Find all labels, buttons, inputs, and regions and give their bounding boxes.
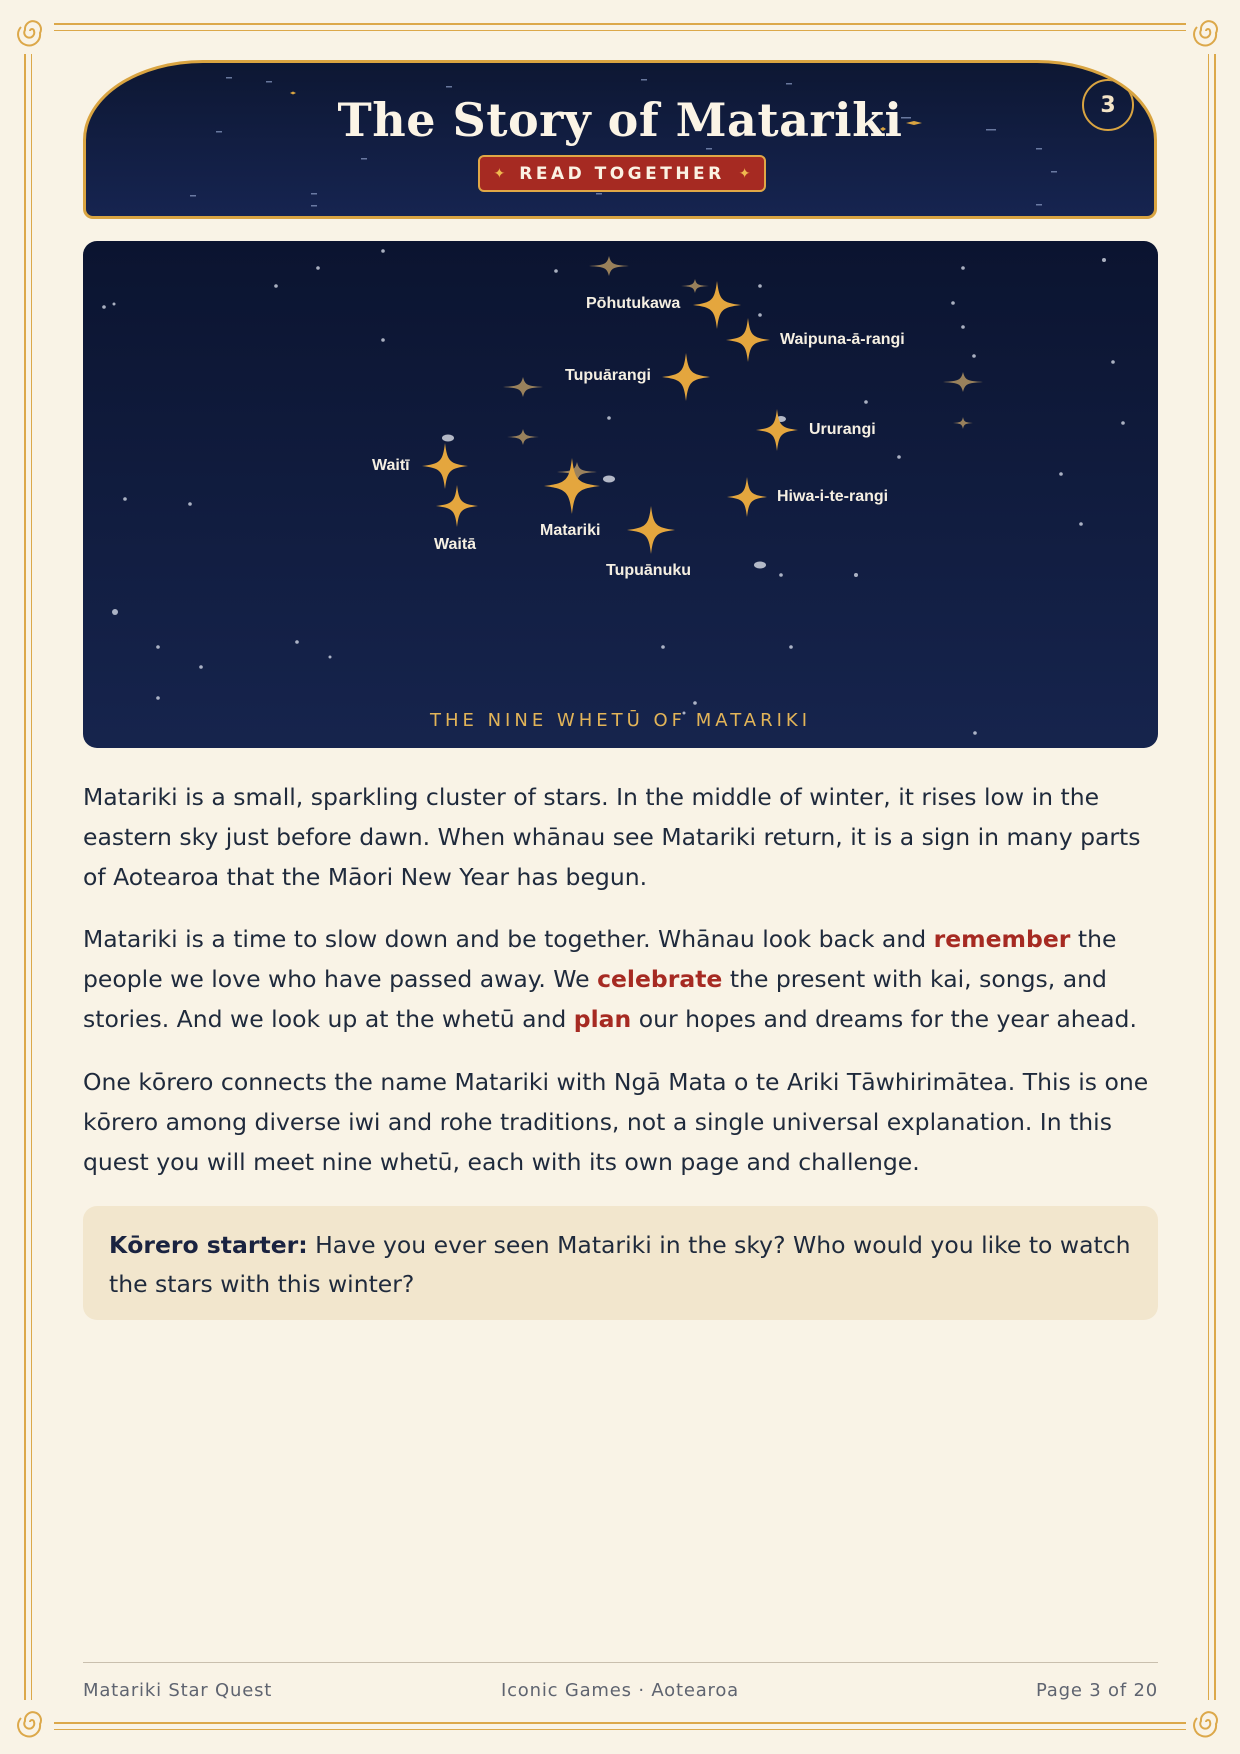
star-ururangi <box>756 409 798 451</box>
star-map <box>83 241 1158 748</box>
badge-label: READ TOGETHER <box>519 163 725 184</box>
star-waipuna-a-rangi <box>726 318 770 362</box>
corner-spiral-icon <box>1192 15 1224 47</box>
sparkle-icon: ✦ <box>493 165 506 182</box>
frame-top-line <box>54 23 1186 25</box>
star-label-ururangi: Ururangi <box>809 421 876 438</box>
star-waiti <box>422 443 468 489</box>
star-waita <box>436 485 478 527</box>
frame-right-line <box>1214 54 1216 1700</box>
sparkle-icon: ✦ <box>738 165 751 182</box>
paragraph-text: Matariki is a time to slow down and be together. Whānau look back and <box>83 925 934 953</box>
frame-top-line-inner <box>54 30 1186 31</box>
highlight-celebrate: celebrate <box>597 965 723 993</box>
star-label-waiti: Waitī <box>372 457 410 474</box>
frame-right-line-inner <box>1208 54 1209 1700</box>
page-number-circle: 3 <box>1082 79 1134 131</box>
story-paragraph-1: Matariki is a small, sparkling cluster of stars. In the middle of winter, it rises low in the eastern sky just before dawn. When whānau see Matariki return, it is a sign in many parts of Aotearoa that the Māori New Year has begun. <box>83 783 1141 891</box>
paragraph-text: the present with kai, songs, and stories. And we look up at the whetū and <box>83 965 1107 1033</box>
frame-bottom-line-inner <box>54 1729 1186 1730</box>
title-banner <box>83 60 1157 219</box>
starter-label: Kōrero starter: <box>109 1231 308 1259</box>
corner-spiral-icon <box>16 15 48 47</box>
starter-question: Have you ever seen Matariki in the sky? Who would you like to watch the stars with this winter? <box>109 1231 1131 1298</box>
star-hiwa-i-te-rangi <box>727 477 767 517</box>
star-label-matariki: Matariki <box>540 522 601 539</box>
paragraph-text: the people we love who have passed away. We <box>83 925 1117 993</box>
read-together-badge <box>478 155 766 192</box>
star-map-panel <box>83 241 1158 748</box>
page-title: The Story of Matariki <box>337 93 903 147</box>
story-paragraph-2 <box>83 919 1161 1039</box>
frame-bottom-line <box>54 1722 1186 1724</box>
star-label-waipuna-a-rangi: Waipuna-ā-rangi <box>780 331 905 348</box>
korero-starter-box <box>83 1206 1158 1320</box>
star-label-pohutukawa: Pōhutukawa <box>586 295 681 312</box>
star-tupuarangi <box>662 353 710 401</box>
footer-publisher: Iconic Games · Aotearoa <box>501 1680 739 1701</box>
frame-left-line <box>24 54 26 1700</box>
star-label-tupuanuku: Tupuānuku <box>606 562 692 579</box>
frame-left-line-inner <box>31 54 32 1700</box>
footer-divider <box>83 1662 1158 1663</box>
corner-spiral-icon <box>16 1706 48 1738</box>
star-tupuanuku <box>627 506 675 554</box>
star-matariki <box>544 458 600 514</box>
footer-page-number: Page 3 of 20 <box>1035 1680 1158 1701</box>
star-label-hiwa-i-te-rangi: Hiwa-i-te-rangi <box>777 488 889 505</box>
paragraph-text: our hopes and dreams for the year ahead. <box>631 1005 1137 1033</box>
star-pohutukawa <box>693 281 741 329</box>
star-map-caption: THE NINE WHETŪ OF MATARIKI <box>429 710 812 731</box>
highlight-plan: plan <box>573 1005 632 1033</box>
story-paragraph-3: One kōrero connects the name Matariki with Ngā Mata o te Ariki Tāwhirimātea. This is one kōrero among diverse iwi and rohe traditions, not a single universal explanation. In this quest you will meet nine whetū, each with its own page and challenge. <box>83 1068 1149 1176</box>
corner-spiral-icon <box>1192 1706 1224 1738</box>
star-label-tupuarangi: Tupuārangi <box>565 367 651 384</box>
highlight-remember: remember <box>933 925 1071 953</box>
star-label-waita: Waitā <box>434 536 477 553</box>
footer-series-title: Matariki Star Quest <box>83 1680 273 1701</box>
